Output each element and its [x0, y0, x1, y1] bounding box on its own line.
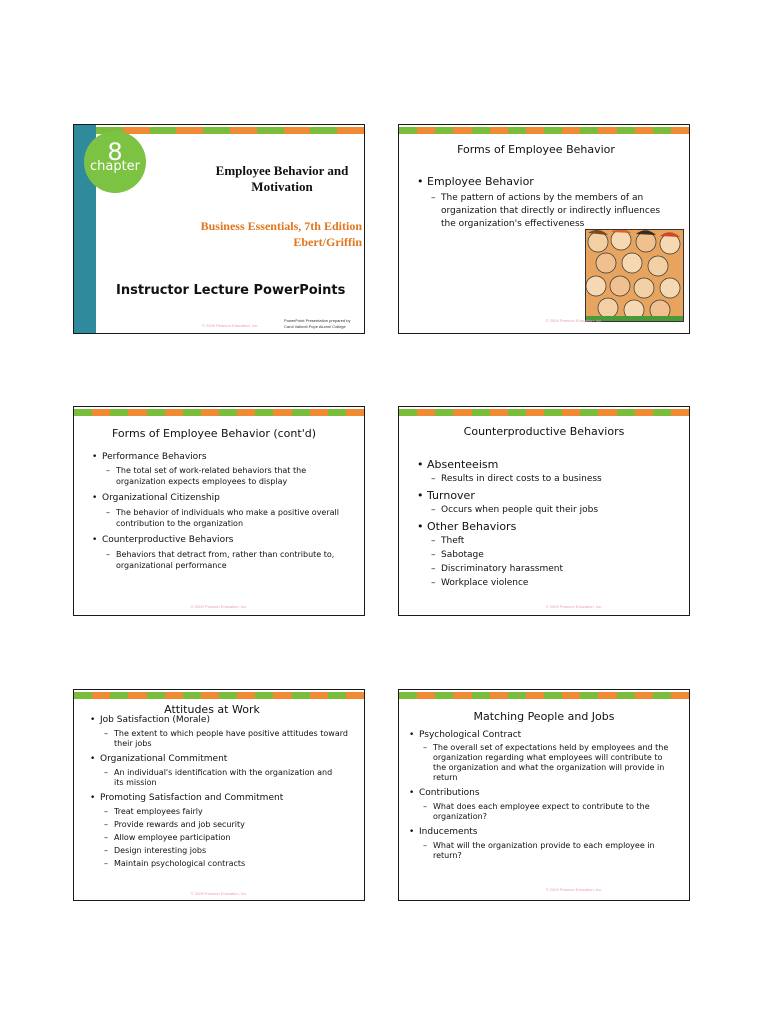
slide5-bullet-3: • Promoting Satisfaction and Commitment [100, 793, 355, 803]
stripe [399, 127, 689, 134]
slide1-subtitle: Instructor Lecture PowerPoints [116, 283, 346, 298]
slide4-bullet-3: • Other Behaviors [427, 520, 682, 533]
slide3-bullet-3: • Counterproductive Behaviors [102, 535, 357, 545]
slide3-sub-2: – The behavior of individuals who make a positive overall contribution to the organization [116, 507, 341, 529]
slide6-sub-3: – What will the organization provide to each employee in return? [433, 841, 673, 861]
slide4-title: Counterproductive Behaviors [463, 425, 625, 438]
slide5-bullet-2: • Organizational Commitment [100, 754, 355, 764]
chapter-circle [84, 131, 146, 193]
slide1-footer: © 2009 Pearson Education, Inc. [202, 323, 259, 328]
slide6-bullet-2: • Contributions [419, 788, 681, 798]
slide-6 [398, 689, 690, 901]
slide4-sub-3c: – Discriminatory harassment [441, 564, 682, 574]
slide4-footer: © 2009 Pearson Education, Inc. [545, 604, 603, 609]
slide2-bullet: • Employee Behavior [427, 175, 677, 188]
slide3-sub-3: – Behaviors that detract from, rather than contribute to, organizational performance [116, 549, 341, 571]
slide-3 [73, 406, 365, 616]
slide5-sub-3b: – Provide rewards and job security [114, 820, 355, 829]
slide6-sub-1: – The overall set of expectations held by employees and the organization regarding what employees will contribute to the organization and what the organization will provide in return [433, 743, 678, 783]
chapter-word: chapter [89, 159, 141, 174]
slide6-sub-2: – What does each employee expect to contribute to the organization? [433, 802, 673, 822]
slide3-sub-1: – The total set of work-related behaviors that the organization expects employees to display [116, 465, 336, 487]
stripe [74, 692, 364, 699]
slide2-footer: © 2009 Pearson Education, Inc. [545, 318, 603, 323]
slide1-title: Employee Behavior and Motivation [215, 163, 349, 194]
slide6-title: Matching People and Jobs [473, 710, 615, 723]
slide4-bullet-1: • Absenteeism [427, 458, 682, 471]
slide3-bullet-2: • Organizational Citizenship [102, 493, 357, 503]
slide3-bullet-1: • Performance Behaviors [102, 452, 357, 462]
slide1-book: Business Essentials, 7th Edition [200, 219, 362, 233]
slide2-sub: – The pattern of actions by the members of an organization that directly or indirectly influences the organization's effectiveness [441, 192, 671, 231]
stripe [399, 692, 689, 699]
slide-5 [73, 689, 365, 901]
slide5-sub-3e: – Maintain psychological contracts [114, 859, 355, 868]
slide5-sub-3d: – Design interesting jobs [114, 846, 355, 855]
crowd-illustration [585, 229, 684, 322]
slide-1 [73, 124, 365, 334]
stripe [399, 409, 689, 416]
slide5-title: Attitudes at Work [164, 703, 260, 716]
chapter-number: 8 [107, 138, 123, 166]
slide3-title: Forms of Employee Behavior (cont'd) [111, 427, 316, 440]
slide4-sub-1: – Results in direct costs to a business [441, 474, 682, 484]
slide5-sub-1: – The extent to which people have positive attitudes toward their jobs [114, 729, 354, 749]
slide-2 [398, 124, 690, 334]
slide6-bullet-1: • Psychological Contract [419, 730, 681, 740]
slide4-sub-3a: – Theft [441, 536, 682, 546]
slide1-authors: Ebert/Griffin [293, 235, 362, 249]
slide1-credit-2: Carol Valinoti Pope Alumni College [284, 324, 346, 329]
slide6-bullet-3: • Inducements [419, 827, 681, 837]
slide6-footer: © 2009 Pearson Education, Inc. [545, 887, 603, 892]
slide2-title: Forms of Employee Behavior [457, 143, 615, 156]
slide5-sub-3c: – Allow employee participation [114, 833, 355, 842]
slide5-sub-3a: – Treat employees fairly [114, 807, 355, 816]
slide5-footer: © 2009 Pearson Education, Inc. [190, 891, 248, 896]
slide4-sub-2: – Occurs when people quit their jobs [441, 505, 682, 515]
stripe [74, 409, 364, 416]
slide3-footer: © 2009 Pearson Education, Inc. [190, 604, 248, 609]
slide1-credit-1: PowerPoint Presentation prepared by [284, 318, 351, 323]
slide5-bullet-1: • Job Satisfaction (Morale) [100, 715, 355, 725]
slide-4 [398, 406, 690, 616]
stripe [96, 127, 364, 134]
slide5-sub-2: – An individual's identification with the organization and its mission [114, 768, 342, 788]
slide4-sub-3b: – Sabotage [441, 550, 682, 560]
slide4-sub-3d: – Workplace violence [441, 578, 682, 588]
slide4-bullet-2: • Turnover [427, 489, 682, 502]
